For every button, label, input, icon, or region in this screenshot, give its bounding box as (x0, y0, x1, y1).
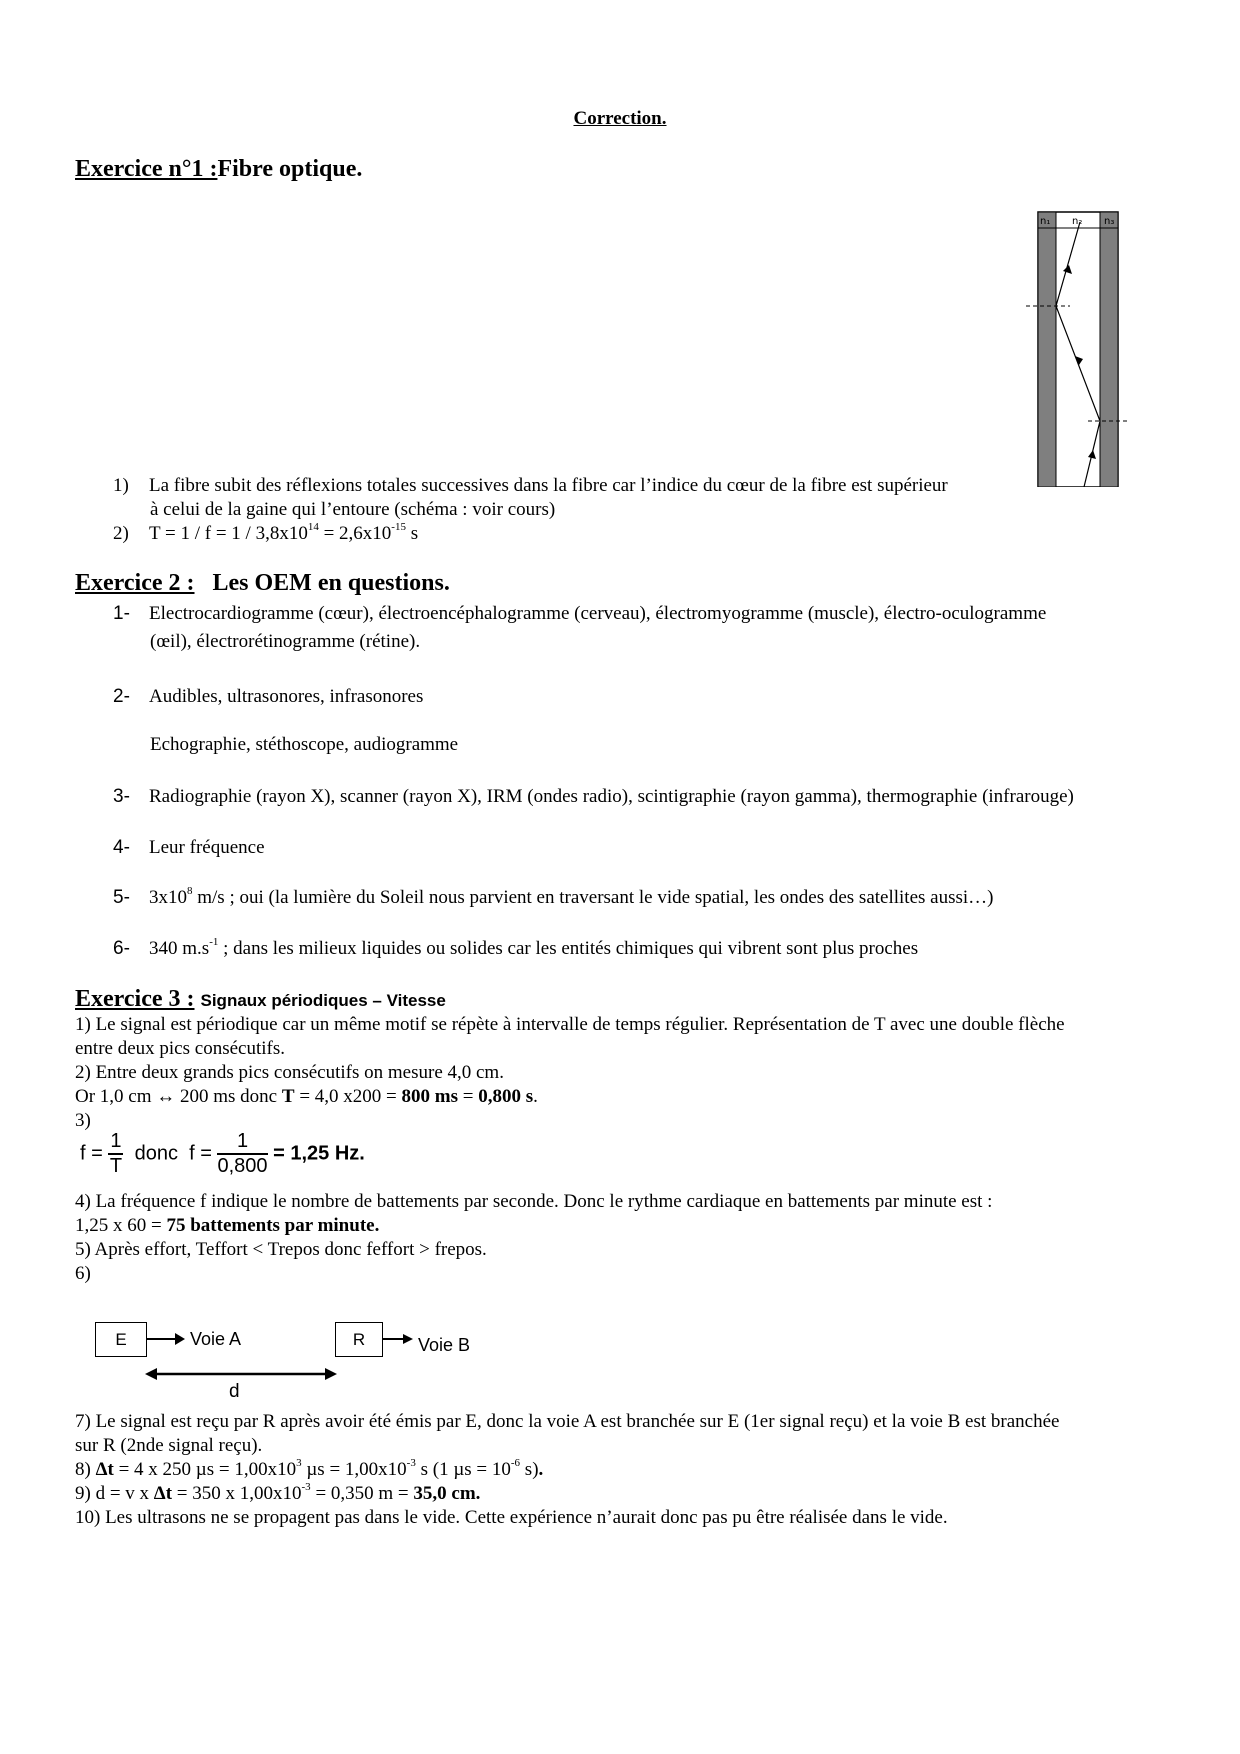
ex3-line-3: 2) Entre deux grands pics consécutifs on mesure 4,0 cm. (75, 1062, 504, 1083)
ex2-q2-num: 2- (113, 686, 130, 707)
ex2-label: Exercice 2 : (75, 570, 195, 596)
distance-arrow-right (325, 1368, 337, 1380)
ex2-q2-cont: Echographie, stéthoscope, audiogramme (150, 734, 459, 755)
ex3-l4-b: T (281, 1086, 295, 1107)
label-voie-a: Voie A (190, 1329, 242, 1349)
ex3-line-14: 10) Les ultrasons ne se propagent pas dans le vide. Cette expérience n’aurait donc pas pu être réalisée dans le vide. (75, 1507, 948, 1528)
ex2-q6 (113, 937, 918, 961)
ex3-l12-a: 8) (75, 1459, 96, 1480)
ex3-l4-f: 0,800 (478, 1086, 521, 1107)
ex2-q5-num: 5- (113, 887, 130, 908)
ex2-q1-line1: Electrocardiogramme (cœur), électroencéphalogramme (cerveau), électromyogramme (muscle), électro-oculogramme (149, 603, 1047, 624)
ex3-l13-e: 35,0 cm. (413, 1483, 481, 1504)
ex3-l12-g: . (538, 1459, 544, 1480)
ex1-heading (75, 156, 362, 183)
ex3-l4-a: Or 1,0 cm ↔ 200 ms donc (75, 1086, 282, 1107)
ex3-line-12 (75, 1458, 543, 1482)
ex2-q4 (113, 836, 265, 860)
frac2-den: 0,800 (217, 1155, 268, 1177)
ex3-topic: Signaux périodiques – Vitesse (200, 991, 446, 1010)
arrow-voie-a-head (175, 1333, 185, 1345)
ex1-item-1-line1: La fibre subit des réflexions totales successives dans la fibre car l’indice du cœur de la fibre est supérieur (149, 475, 948, 496)
ex1-item-2-num: 2) (113, 523, 129, 544)
ex2-q4-text: Leur fréquence (149, 837, 265, 858)
ex2-q1-num: 1- (113, 603, 130, 624)
ex3-line-13 (75, 1482, 480, 1506)
ex3-l13-b: Δt (153, 1483, 173, 1504)
ex3-l12-f: s) (520, 1459, 539, 1480)
ex3-l12-exp3: -6 (510, 1456, 521, 1469)
ex2-q6-exp: -1 (209, 935, 219, 948)
fig-label-n3: n₃ (1104, 216, 1115, 227)
ex2-q5-a: 3x10 (149, 887, 187, 908)
ex3-line-1: 1) Le signal est périodique car un même motif se répète à intervalle de temps régulier. Représentation de T avec une double flèche (75, 1014, 1065, 1035)
ex3-line-9: 6) (75, 1263, 91, 1284)
ex3-l12-b: Δt (95, 1459, 114, 1480)
period-unit: s (405, 523, 419, 544)
fraction-1-over-T (108, 1130, 123, 1178)
ex3-l12-e: s (1 µs = 10 (415, 1459, 511, 1480)
ex3-l12-exp1: 3 (296, 1456, 302, 1469)
ex2-q6-num: 6- (113, 938, 130, 959)
frac1-num: 1 (108, 1130, 123, 1155)
fig-label-n2: n₂ (1072, 216, 1083, 227)
ex2-heading (75, 570, 450, 597)
ex3-l4-h: . (533, 1086, 538, 1107)
period-formula-a: T = 1 / f = 1 / 3,8x10 (149, 523, 308, 544)
formula-result: = 1,25 Hz. (273, 1142, 365, 1165)
ex3-line-5: 3) (75, 1110, 91, 1131)
ex2-q6-a: 340 m.s (149, 938, 210, 959)
page-title: Correction. (573, 108, 667, 129)
ex2-q1 (113, 602, 1046, 626)
ex3-l4-d: 800 ms (401, 1086, 458, 1107)
ex3-l7-a: 1,25 x 60 = (75, 1215, 167, 1236)
ex1-label: Exercice n°1 : (75, 156, 218, 182)
ex2-q5-b: m/s ; oui (la lumière du Soleil nous parvient en traversant le vide spatial, les ondes des satellites aussi…) (192, 887, 994, 908)
formula-f-eq2: f = (189, 1142, 212, 1165)
ex2-q4-num: 4- (113, 837, 130, 858)
ex3-line-2: entre deux pics consécutifs. (75, 1038, 285, 1059)
ex3-label: Exercice 3 : (75, 986, 195, 1012)
ex2-q6-b: ; dans les milieux liquides ou solides car les entités chimiques qui vibrent sont plus proches (218, 938, 919, 959)
ex1-item-1 (113, 474, 948, 498)
ex3-l4-g: s (520, 1086, 534, 1107)
ex3-l13-d: = 0,350 m = (310, 1483, 414, 1504)
ex1-item-2 (113, 522, 418, 546)
ex3-l4-c: = 4,0 x200 = (294, 1086, 402, 1107)
ex3-heading (75, 986, 446, 1013)
optical-fiber-diagram (1024, 207, 1130, 487)
label-distance-d: d (229, 1381, 240, 1402)
distance-arrow-left (145, 1368, 157, 1380)
arrow-voie-b-head (403, 1334, 413, 1344)
ex1-item-1-num: 1) (113, 475, 129, 496)
ex2-q3 (113, 785, 1074, 809)
frequency-formula (80, 1130, 365, 1178)
ex1-topic: Fibre optique. (217, 156, 363, 182)
ex3-l12-c: = 4 x 250 µs = 1,00x10 (113, 1459, 297, 1480)
ex2-q3-num: 3- (113, 786, 130, 807)
ex3-l13-exp: -3 (301, 1480, 311, 1493)
frac1-den: T (109, 1155, 123, 1177)
ex3-l13-c: = 350 x 1,00x10 (172, 1483, 302, 1504)
fiber-cladding-left (1038, 212, 1056, 487)
ex3-l4-e: = (457, 1086, 479, 1107)
formula-f-eq1: f = (80, 1142, 103, 1165)
ex2-q3-text: Radiographie (rayon X), scanner (rayon X), IRM (ondes radio), scintigraphie (rayon gamma), thermographie (infrarouge) (149, 786, 1074, 807)
ex3-l13-a: 9) d = v x (75, 1483, 154, 1504)
receiver-box: R (335, 1322, 383, 1357)
ex3-line-11: sur R (2nde signal reçu). (75, 1435, 263, 1456)
ex3-line-4 (75, 1085, 538, 1109)
ex3-l12-d: µs = 1,00x10 (301, 1459, 407, 1480)
ex2-q5-exp: 8 (187, 884, 193, 897)
fiber-cladding-right (1100, 212, 1118, 487)
ex2-q1-cont: (œil), électrorétinogramme (rétine). (150, 631, 421, 652)
period-exp2: -15 (391, 520, 406, 533)
ex3-line-8: 5) Après effort, Teffort < Trepos donc feffort > frepos. (75, 1239, 487, 1260)
emitter-box: E (95, 1322, 147, 1357)
ex2-q2 (113, 685, 423, 709)
label-voie-b: Voie B (418, 1335, 471, 1355)
ex3-l12-exp2: -3 (406, 1456, 416, 1469)
fraction-1-over-0800 (217, 1130, 267, 1178)
ex1-item-1-cont: à celui de la gaine qui l’entoure (schéma : voir cours) (150, 499, 556, 520)
ex3-line-7 (75, 1214, 379, 1238)
ex2-q2-line1: Audibles, ultrasonores, infrasonores (149, 686, 424, 707)
formula-donc: donc (134, 1142, 178, 1165)
ex2-topic: Les OEM en questions. (212, 570, 450, 596)
ex2-q5 (113, 886, 994, 910)
period-formula-b: = 2,6x10 (318, 523, 392, 544)
period-exp1: 14 (307, 520, 319, 533)
ex3-line-6: 4) La fréquence f indique le nombre de battements par seconde. Donc le rythme cardiaque en battements par minute est : (75, 1191, 993, 1212)
ex3-l7-b: 75 battements par minute. (166, 1215, 380, 1236)
fig-label-n1: n₁ (1040, 216, 1051, 227)
ex3-line-10: 7) Le signal est reçu par R après avoir été émis par E, donc la voie A est branchée sur E (1er signal reçu) et la voie B est branchée (75, 1411, 1060, 1432)
frac2-num: 1 (217, 1130, 267, 1155)
